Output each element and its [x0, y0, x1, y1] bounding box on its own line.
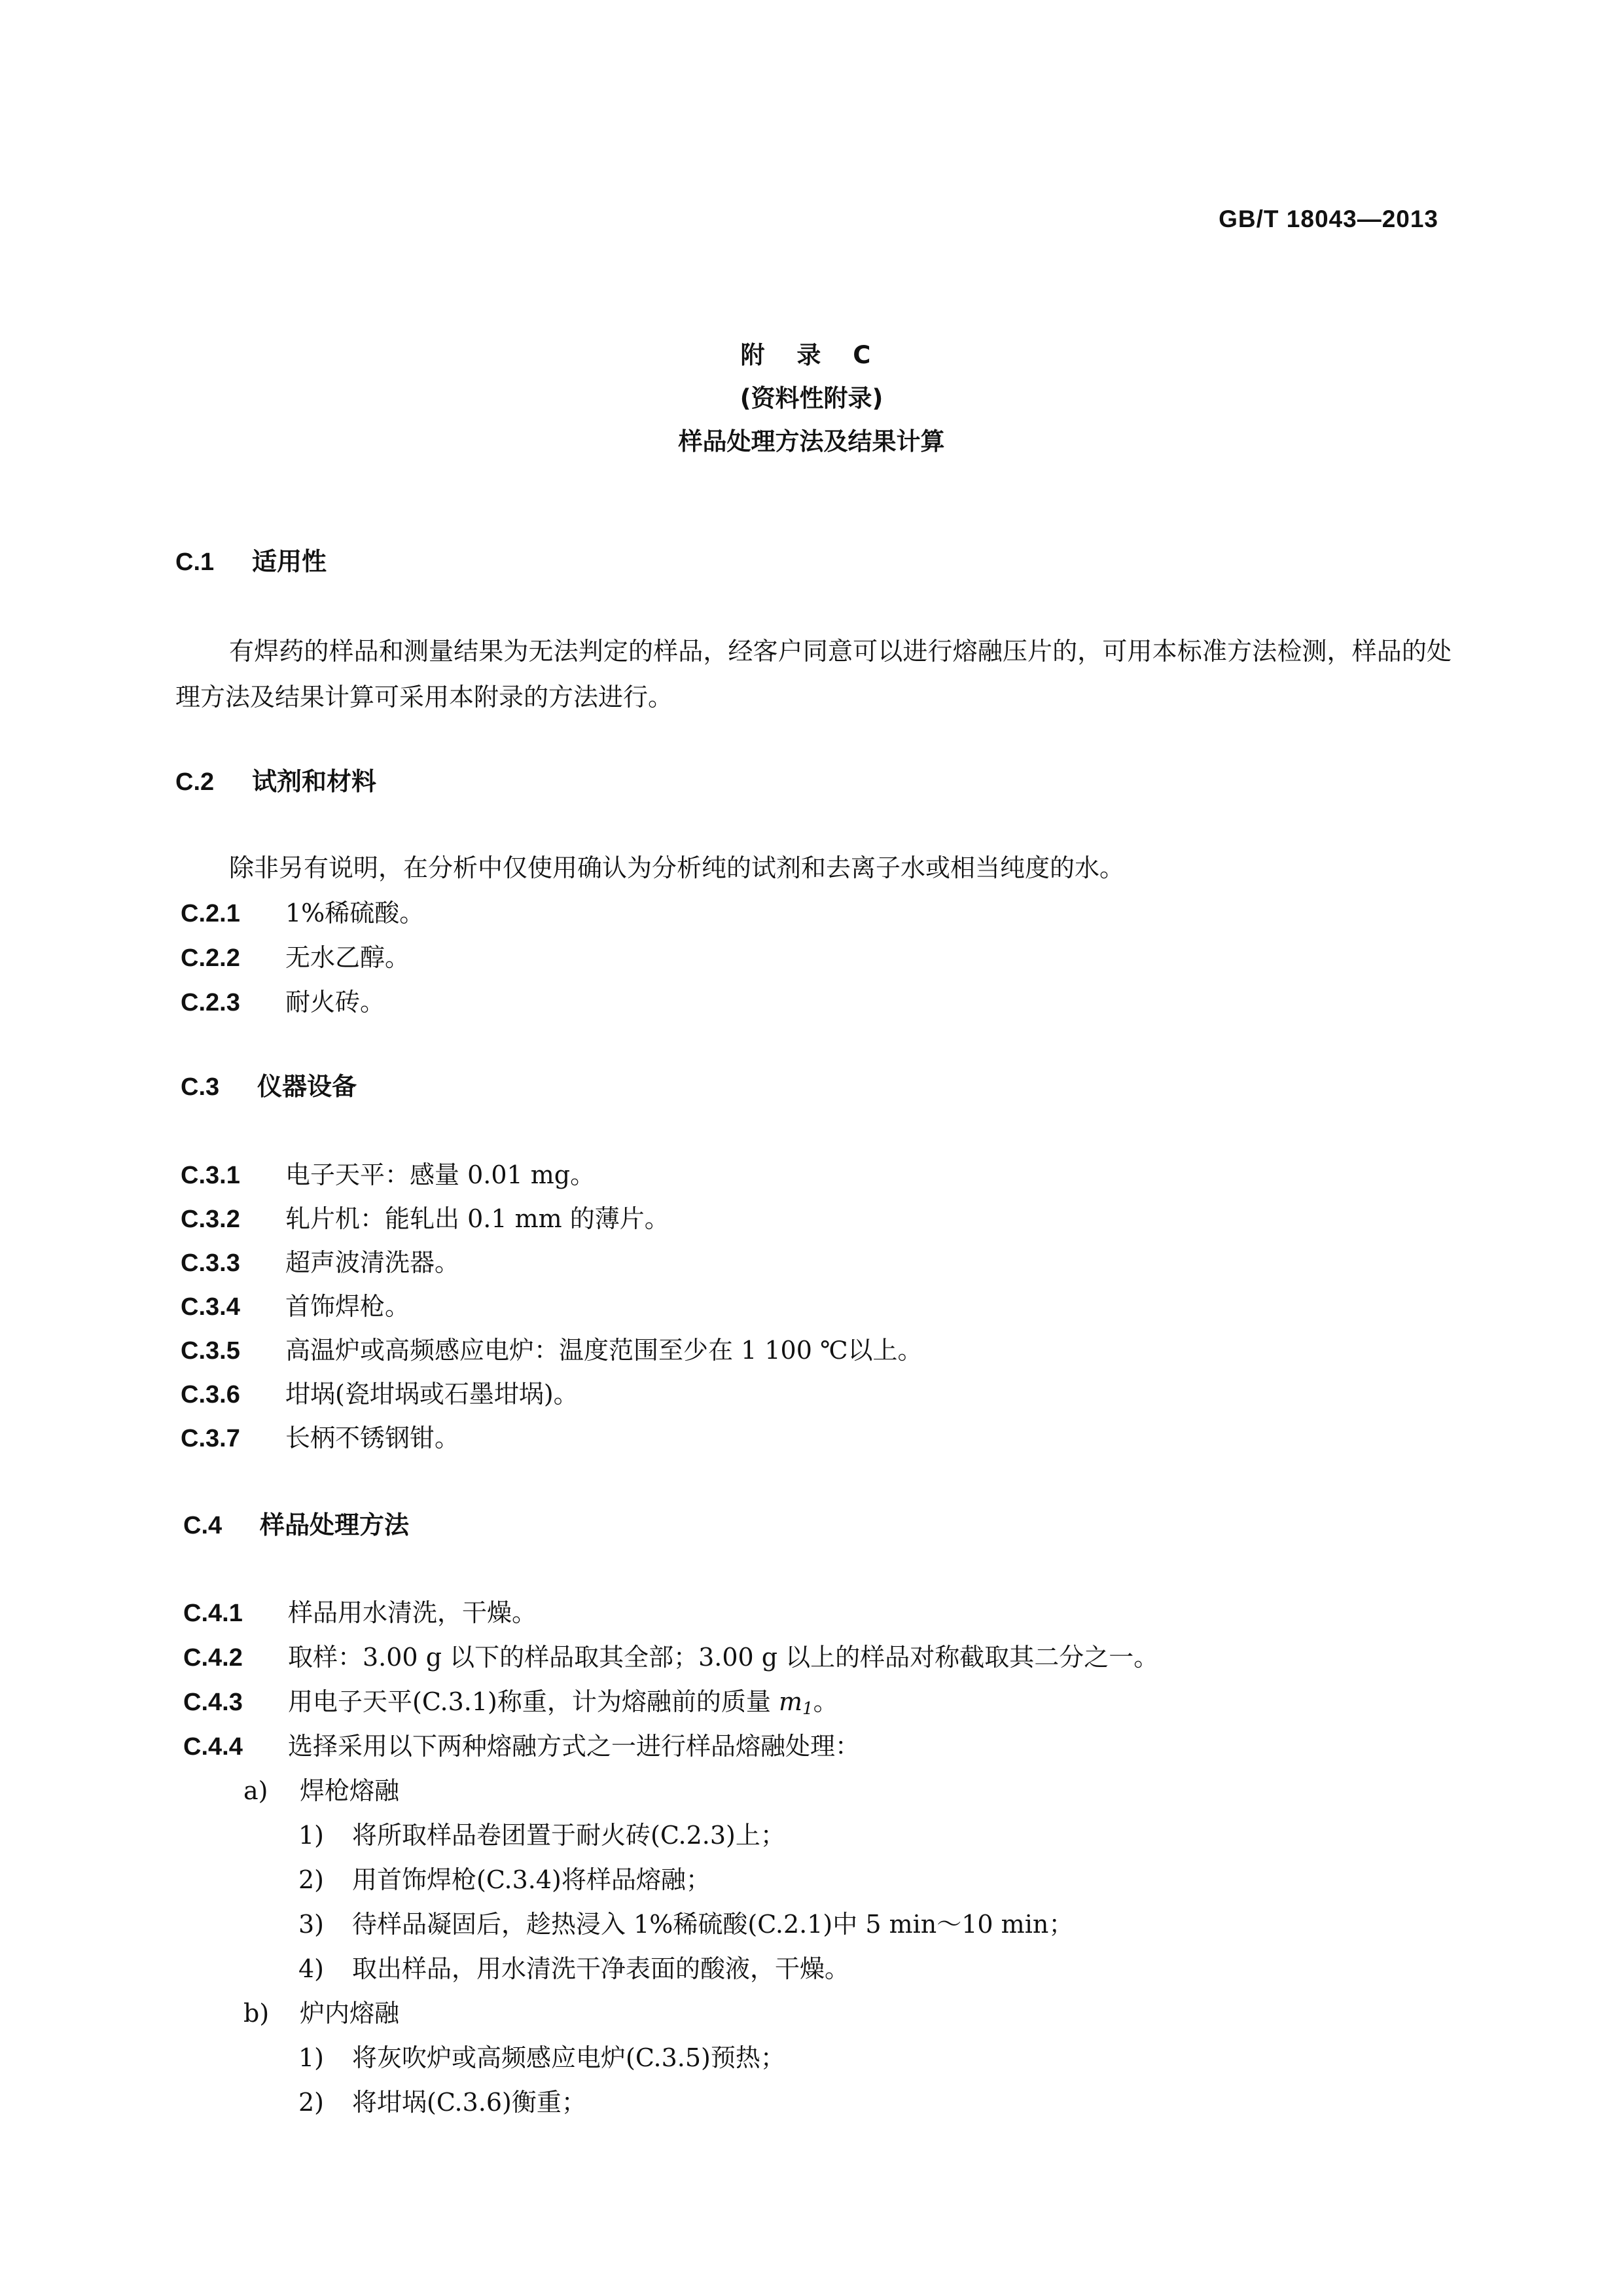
- clause-number: C.3.2: [181, 1206, 240, 1233]
- section-title: 仪器设备: [257, 1072, 357, 1101]
- clause-number: C.2.1: [181, 900, 240, 927]
- clause-number: C.3.6: [181, 1381, 240, 1408]
- clause-text: 轧片机：能轧出 0.1 mm 的薄片。: [285, 1204, 669, 1233]
- section-number: C.1: [175, 548, 215, 576]
- section-number: C.2: [175, 768, 215, 796]
- clause-c4-3: [183, 1687, 838, 1723]
- mass-variable: m: [778, 1687, 803, 1716]
- clause-number: C.4.2: [183, 1644, 243, 1672]
- clause-text: 用电子天平(C.3.1)称重，计为熔融前的质量: [288, 1687, 779, 1716]
- clause-text: 1%稀硫酸。: [285, 899, 425, 927]
- section-heading-c3: [181, 1072, 357, 1102]
- clause-number: C.3.4: [181, 1293, 240, 1321]
- clause-number: C.4.3: [183, 1689, 243, 1716]
- annex-name: 样品处理方法及结果计算: [678, 427, 945, 456]
- step-text: 将灰吹炉或高频感应电炉(C.3.5)预热；: [352, 2043, 785, 2072]
- step-label: 2): [298, 1865, 325, 1894]
- step-text: 取出样品，用水清洗干净表面的酸液，干燥。: [352, 1954, 850, 1983]
- clause-c3-1: [181, 1160, 595, 1190]
- clause-c2-2: [181, 943, 410, 973]
- step-label: 2): [298, 2088, 325, 2117]
- clause-c3-7: [181, 1424, 459, 1453]
- section-paragraph-c2: 除非另有说明，在分析中仅使用确认为分析纯的试剂和去离子水或相当纯度的水。: [229, 853, 1125, 882]
- section-title: 样品处理方法: [260, 1511, 410, 1539]
- section-heading-c2: [175, 767, 376, 797]
- option-b: [243, 1999, 399, 2028]
- clause-number: C.3.3: [181, 1249, 240, 1277]
- clause-text: 耐火砖。: [285, 988, 385, 1016]
- section-number: C.3: [181, 1073, 220, 1101]
- clause-text: 高温炉或高频感应电炉：温度范围至少在 1 100 ℃以上。: [285, 1336, 923, 1365]
- clause-c3-4: [181, 1292, 410, 1321]
- option-b-step-2: [298, 2088, 586, 2117]
- step-label: 1): [298, 2043, 325, 2072]
- clause-text: 首饰焊枪。: [285, 1292, 410, 1321]
- annex-heading: [0, 343, 1623, 473]
- clause-c3-6: [181, 1380, 579, 1409]
- clause-number: C.2.3: [181, 989, 240, 1016]
- step-label: 1): [298, 1821, 325, 1850]
- clause-text: 电子天平：感量 0.01 mg。: [285, 1160, 596, 1189]
- clause-number: C.3.7: [181, 1425, 240, 1452]
- annex-title: 附 录 C: [740, 341, 883, 369]
- clause-text: 坩埚(瓷坩埚或石墨坩埚)。: [285, 1380, 579, 1408]
- clause-c2-1: [181, 899, 424, 928]
- step-label: 3): [298, 1910, 325, 1939]
- clause-text: 超声波清洗器。: [285, 1248, 460, 1277]
- section-title: 适用性: [252, 547, 327, 576]
- clause-c3-3: [181, 1248, 459, 1278]
- clause-text: 无水乙醇。: [285, 943, 410, 972]
- clause-c4-1: [183, 1598, 537, 1628]
- option-a-step-3: [298, 1910, 1073, 1939]
- clause-text: 长柄不锈钢钳。: [285, 1424, 460, 1452]
- clause-text-end: 。: [813, 1687, 838, 1716]
- section-heading-c1: [175, 547, 327, 577]
- clause-c3-5: [181, 1336, 922, 1365]
- clause-text: 选择采用以下两种熔融方式之一进行样品熔融处理：: [288, 1732, 861, 1761]
- clause-c4-4: [183, 1732, 860, 1761]
- option-title: 焊枪熔融: [300, 1776, 400, 1805]
- option-title: 炉内熔融: [300, 1999, 400, 2028]
- step-text: 用首饰焊枪(C.3.4)将样品熔融；: [352, 1865, 711, 1894]
- clause-c3-2: [181, 1204, 669, 1234]
- clause-text: 取样：3.00 g 以下的样品取其全部；3.00 g 以上的样品对称截取其二分之一。: [288, 1643, 1159, 1672]
- option-label: b): [243, 1999, 270, 2028]
- clause-text: 样品用水清洗，干燥。: [288, 1598, 537, 1627]
- clause-number: C.2.2: [181, 944, 240, 972]
- section-number: C.4: [183, 1512, 223, 1539]
- clause-c2-3: [181, 988, 385, 1017]
- clause-number: C.4.1: [183, 1600, 243, 1627]
- annex-type: (资料性附录): [740, 384, 883, 412]
- mass-variable-subscript: 1: [802, 1699, 813, 1719]
- section-title: 试剂和材料: [252, 767, 377, 796]
- option-b-step-1: [298, 2043, 785, 2072]
- section-paragraph-c1: 有焊药的样品和测量结果为无法判定的样品，经客户同意可以进行熔融压片的，可用本标准方法检测，样品的处理方法及结果计算可采用本附录的方法进行。: [175, 637, 1452, 711]
- clause-number: C.4.4: [183, 1733, 243, 1761]
- step-text: 将所取样品卷团置于耐火砖(C.2.3)上；: [352, 1821, 785, 1850]
- option-a: [243, 1776, 399, 1805]
- option-a-step-2: [298, 1865, 711, 1894]
- step-text: 待样品凝固后，趁热浸入 1%稀硫酸(C.2.1)中 5 min～10 min；: [352, 1910, 1074, 1939]
- standard-code: GB/T 18043—2013: [1219, 206, 1438, 232]
- step-text: 将坩埚(C.3.6)衡重；: [352, 2088, 586, 2117]
- option-label: a): [243, 1776, 268, 1805]
- clause-number: C.3.5: [181, 1337, 240, 1365]
- section-heading-c4: [183, 1511, 409, 1540]
- step-label: 4): [298, 1954, 325, 1983]
- clause-number: C.3.1: [181, 1162, 240, 1189]
- clause-c4-2: [183, 1643, 1158, 1672]
- option-a-step-1: [298, 1821, 785, 1850]
- option-a-step-4: [298, 1954, 849, 1983]
